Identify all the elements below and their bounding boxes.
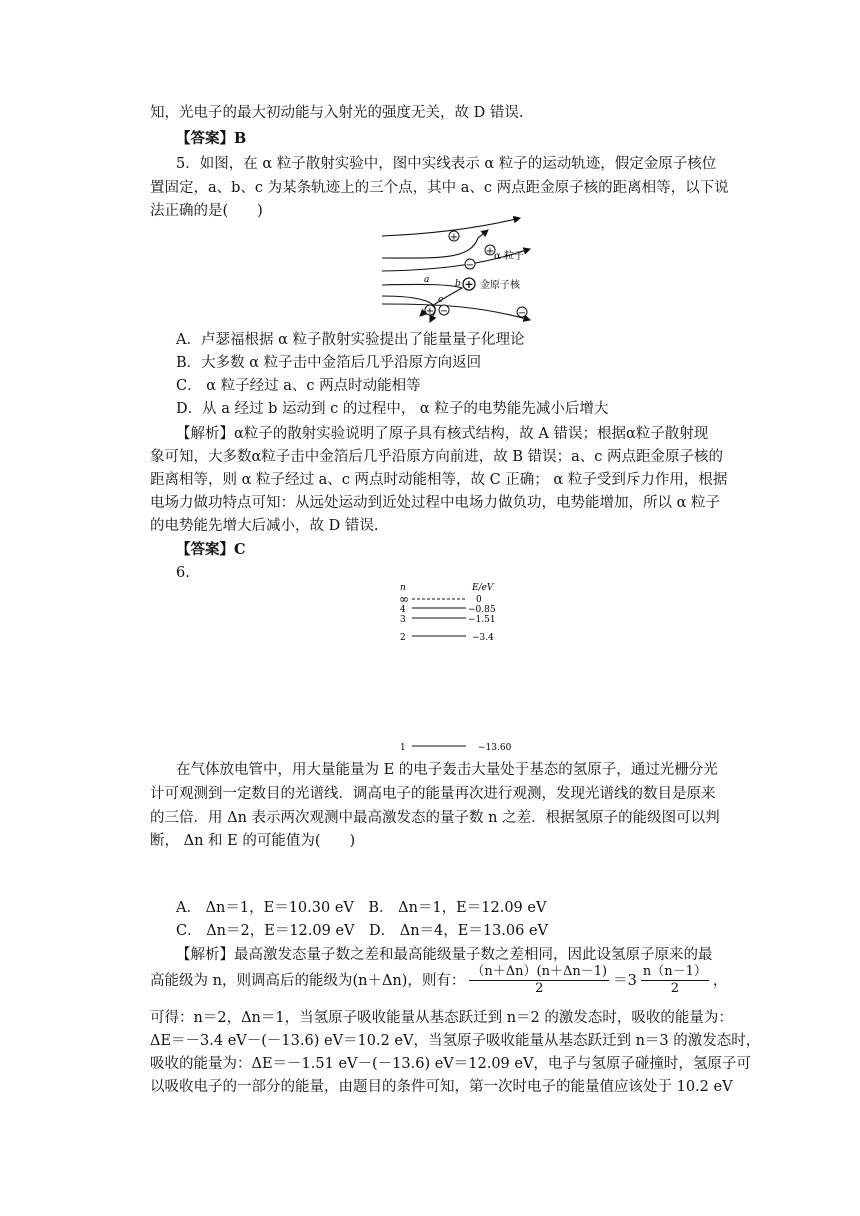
analysis-6-line: 以吸收电子的一部分的能量，由题目的条件可知，第一次时电子的能量值应该处于 10.2 eV — [150, 1079, 733, 1095]
analysis-5-line: 距离相等，则 α 粒子经过 a、c 两点时动能相等，故 C 正确； α 粒子受到斥力作用，根据 — [150, 472, 728, 488]
question-5-line: 置固定，a、b、c 为某条轨迹上的三个点，其中 a、c 两点距金原子核的距离相等，以下说 — [150, 180, 729, 196]
svg-text:−0.85: −0.85 — [468, 605, 496, 615]
question-6-options: C． Δn＝2，E＝12.09 eV D． Δn＝4，E＝13.06 eV — [176, 923, 549, 939]
svg-text:−: − — [517, 308, 527, 319]
svg-text:−: − — [465, 260, 475, 271]
question-6-line: 的三倍．用 Δn 表示两次观测中最高激发态的量子数 n 之差．根据氢原子的能级图可以判 — [150, 810, 720, 826]
svg-text:a: a — [424, 275, 430, 285]
svg-text:4: 4 — [400, 605, 406, 615]
question-5-line: 5．如图，在 α 粒子散射实验中，图中实线表示 α 粒子的运动轨迹，假定金原子核位 — [176, 156, 717, 172]
svg-text:n: n — [400, 583, 406, 593]
denominator: 2 — [535, 981, 544, 996]
svg-text:0: 0 — [476, 595, 482, 605]
option-c: C． α 粒子经过 a、c 两点时动能相等 — [176, 378, 421, 394]
svg-text:−1.51: −1.51 — [468, 615, 496, 625]
svg-text:金原子核: 金原子核 — [480, 280, 520, 291]
question-6-line: 计可观测到一定数目的光谱线．调高电子的能量再次进行观测，发现光谱线的数目是原来 — [150, 786, 716, 802]
svg-text:b: b — [455, 279, 461, 289]
svg-text:α 粒子: α 粒子 — [494, 251, 524, 262]
svg-text:+: + — [449, 232, 459, 243]
equation-suffix: ， — [712, 972, 728, 989]
svg-text:3: 3 — [400, 615, 406, 625]
denominator: 2 — [670, 981, 679, 996]
svg-text:c: c — [438, 295, 444, 305]
option-a: A．卢瑟福根据 α 粒子散射实验提出了能量量子化理论 — [176, 332, 525, 348]
svg-text:+: + — [425, 306, 435, 317]
svg-text:−13.60: −13.60 — [478, 743, 512, 753]
option-d: D．从 a 经过 b 运动到 c 的过程中， α 粒子的电势能先减小后增大 — [176, 401, 609, 417]
analysis-6-equation — [150, 964, 727, 997]
analysis-6-line: 吸收的能量为：ΔE＝－1.51 eV－(－13.6) eV＝12.09 eV，电子与氢原子碰撞时，氢原子可 — [150, 1056, 751, 1072]
energy-level-diagram — [396, 580, 546, 756]
analysis-6-line: 可得：n＝2，Δn＝1，当氢原子吸收能量从基态跃迁到 n＝2 的激发态时，吸收的能量为： — [150, 1010, 733, 1026]
answer-4: 【答案】B — [176, 130, 247, 147]
svg-text:2: 2 — [400, 633, 406, 643]
fraction — [469, 964, 609, 997]
analysis-5-line: 电场力做功特点可知：从远处运动到近处过程中电场力做负功，电势能增加，所以 α 粒子 — [150, 495, 721, 511]
question-6-options: A． Δn＝1，E＝10.30 eV B． Δn＝1，E＝12.09 eV — [176, 900, 547, 916]
numerator: n（n－1） — [642, 964, 707, 979]
question-6-line: 断， Δn 和 E 的可能值为( ) — [150, 833, 356, 849]
analysis-5-line: 的电势能先增大后减小，故 D 错误. — [150, 518, 379, 534]
svg-text:1: 1 — [400, 743, 406, 753]
equals-three: ＝3 — [613, 972, 637, 989]
svg-text:E/eV: E/eV — [472, 583, 494, 593]
answer-5: 【答案】C — [176, 541, 246, 558]
numerator: （n＋Δn）(n＋Δn－1) — [471, 964, 608, 979]
analysis-5-line: 【解析】α粒子的散射实验说明了原子具有核式结构，故 A 错误；根据α粒子散射现 — [176, 426, 709, 442]
question-6-number: 6. — [176, 565, 190, 581]
option-b: B．大多数 α 粒子击中金箔后几乎沿原方向返回 — [176, 355, 482, 371]
alpha-scattering-figure — [380, 216, 540, 326]
question-5-line: 法正确的是( ) — [150, 203, 263, 219]
svg-text:+: + — [464, 278, 474, 291]
svg-text:−3.4: −3.4 — [472, 633, 494, 643]
analysis-5-line: 象可知，大多数α粒子击中金箔后几乎沿原方向前进，故 B 错误；a、c 两点距金原子核的 — [150, 449, 724, 465]
svg-text:∞: ∞ — [399, 592, 409, 606]
equation-prefix: 高能级为 n，则调高后的能级为(n＋Δn)，则有： — [150, 972, 466, 989]
text-line: 知，光电子的最大初动能与入射光的强度无关，故 D 错误. — [150, 105, 524, 121]
analysis-6-line: ΔE＝－3.4 eV－(－13.6) eV＝10.2 eV，当氢原子吸收能量从基态跃迁到 n＝3 的激发态时， — [150, 1033, 761, 1049]
fraction — [641, 964, 709, 997]
analysis-6-line: 【解析】最高激发态量子数之差和最高能级量子数之差相同，因此设氢原子原来的最 — [176, 947, 713, 963]
svg-text:+: + — [485, 246, 495, 257]
question-6-line: 在气体放电管中，用大量能量为 E 的电子轰击大量处于基态的氢原子，通过光栅分光 — [176, 762, 718, 778]
svg-text:−: − — [439, 306, 449, 317]
